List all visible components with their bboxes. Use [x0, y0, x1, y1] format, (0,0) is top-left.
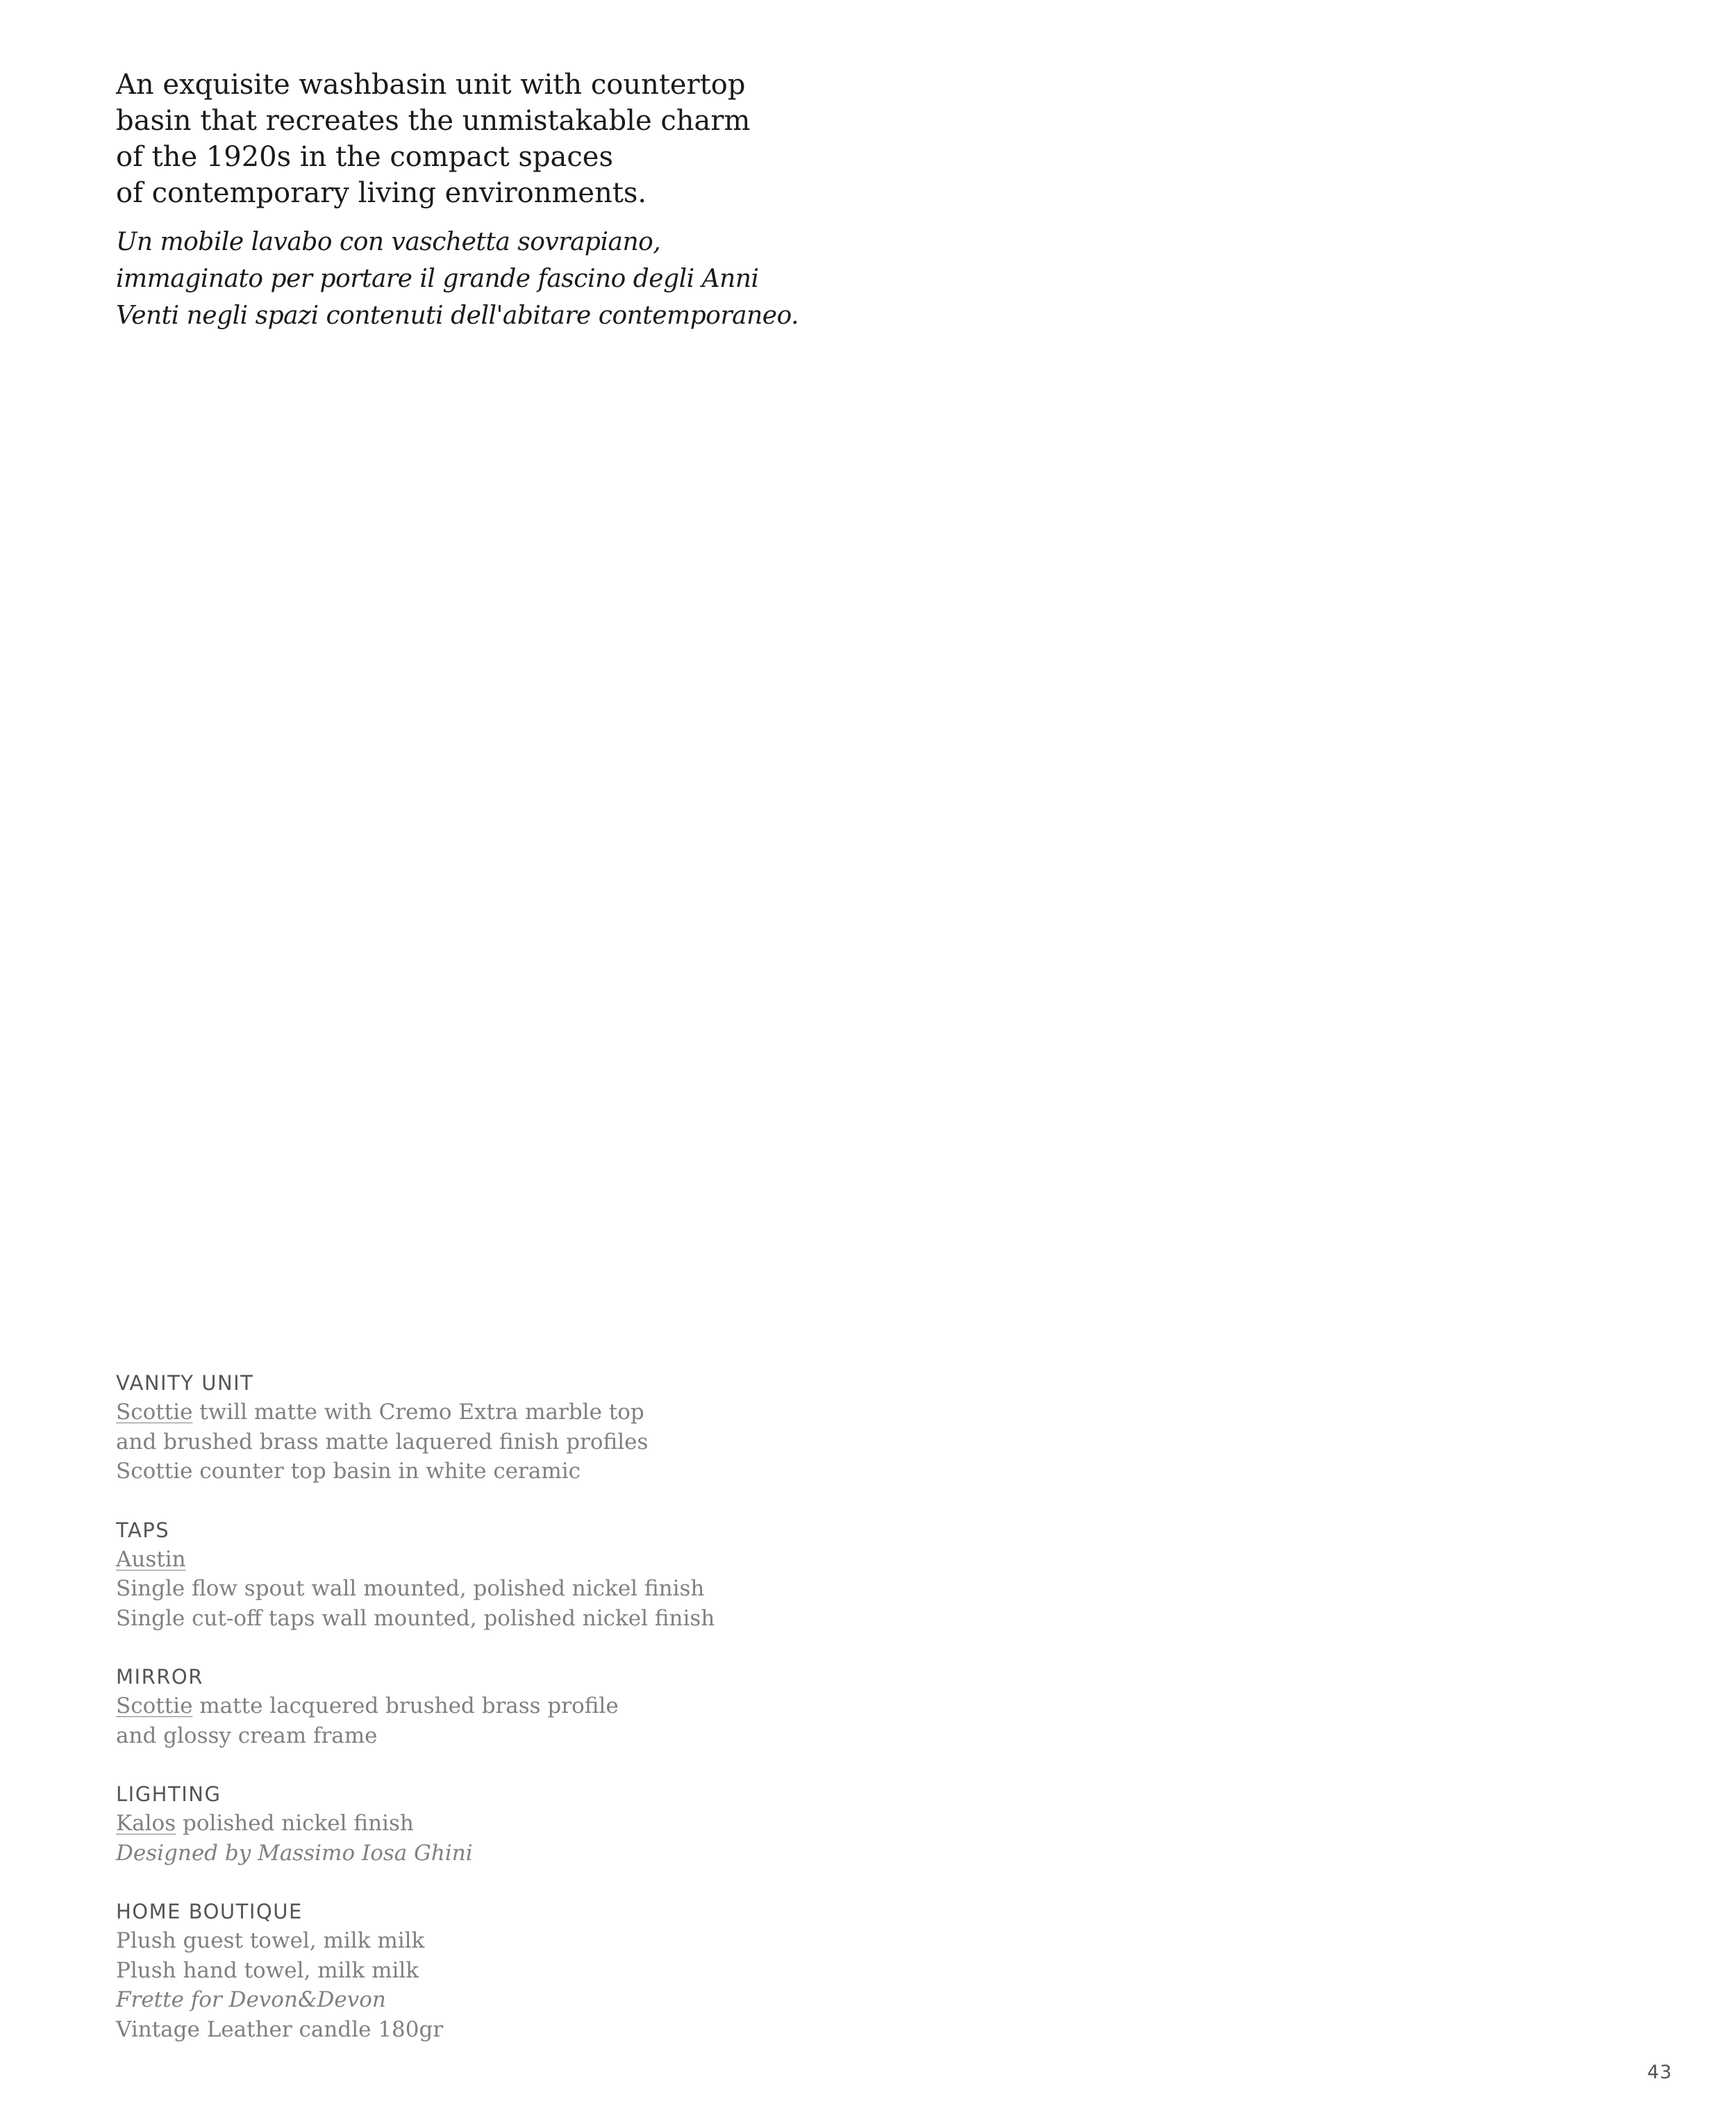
austin-taps-link[interactable]: Austin: [116, 1546, 186, 1572]
spec-heading: LIGHTING: [116, 1782, 222, 1806]
intro-italian-line: Un mobile lavabo con vaschetta sovrapiano,: [116, 228, 661, 256]
spec-heading: HOME BOUTIQUE: [116, 1900, 303, 1923]
scottie-mirror-link[interactable]: Scottie: [116, 1693, 193, 1718]
spec-heading: TAPS: [116, 1518, 170, 1542]
spec-line: Plush hand towel, milk milk: [116, 1957, 419, 1983]
brand-credit: Frette for Devon&Devon: [116, 1987, 386, 2012]
spec-text: twill matte with Cremo Extra marble top: [192, 1400, 644, 1425]
spec-text: polished nickel finish: [176, 1811, 414, 1836]
spec-line: Plush guest towel, milk milk: [116, 1928, 425, 1953]
spec-line: [116, 1398, 880, 1427]
spec-line: and glossy cream frame: [116, 1723, 378, 1748]
spec-lighting: [116, 1780, 880, 1868]
spec-home-boutique: [116, 1897, 880, 2044]
spec-taps: [116, 1516, 880, 1634]
spec-line: Scottie counter top basin in white ceramic: [116, 1459, 581, 1484]
spec-line: Single flow spout wall mounted, polished nickel finish: [116, 1576, 705, 1601]
designer-credit: Designed by Massimo Iosa Ghini: [116, 1840, 473, 1866]
intro-english: [116, 67, 880, 211]
intro-english-line: basin that recreates the unmistakable charm: [116, 105, 751, 137]
scottie-vanity-link[interactable]: Scottie: [116, 1400, 193, 1425]
spec-vanity-unit: [116, 1368, 880, 1486]
intro-english-line: An exquisite washbasin unit with countertop: [116, 69, 746, 101]
spec-line: [116, 1545, 880, 1575]
spec-heading: VANITY UNIT: [116, 1371, 254, 1395]
spec-line: Single cut-off taps wall mounted, polished nickel finish: [116, 1605, 715, 1631]
spec-line: Vintage Leather candle 180gr: [116, 2016, 444, 2042]
kalos-lighting-link[interactable]: Kalos: [116, 1811, 176, 1836]
spec-line: and brushed brass matte laquered finish profiles: [116, 1429, 649, 1454]
intro-italian: [116, 224, 880, 334]
intro-italian-line: Venti negli spazi contenuti dell'abitare contemporaneo.: [116, 301, 799, 330]
intro-text: [116, 67, 880, 334]
intro-english-line: of contemporary living environments.: [116, 177, 647, 209]
intro-english-line: of the 1920s in the compact spaces: [116, 141, 613, 173]
spec-mirror: [116, 1662, 880, 1750]
page-number: 43: [1647, 2062, 1673, 2083]
intro-italian-line: immaginato per portare il grande fascino degli Anni: [116, 265, 759, 293]
spec-line: [116, 1809, 880, 1839]
spec-text: matte lacquered brushed brass profile: [192, 1693, 619, 1718]
product-specs: [116, 1368, 880, 2073]
spec-line: [116, 1691, 880, 1721]
spec-heading: MIRROR: [116, 1665, 203, 1689]
